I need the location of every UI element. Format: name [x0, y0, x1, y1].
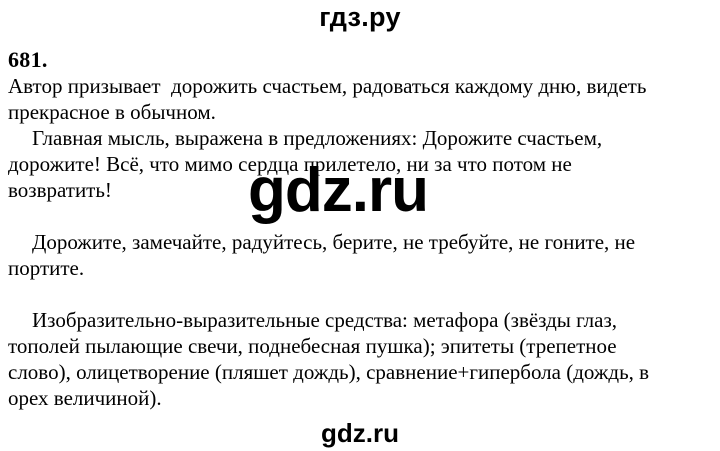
text-line: Автор призывает дорожить счастьем, радоваться каждому дню, видеть [8, 74, 647, 98]
text-line: портите. [8, 256, 85, 280]
text-line: прекрасное в обычном. [8, 100, 216, 124]
text-line: Изобразительно-выразительные средства: метафора (звёзды глаз, [32, 308, 618, 332]
site-logo-header: гдз.ру [319, 2, 401, 32]
text-line: Дорожите, замечайте, радуйтесь, берите, не требуйте, не гоните, не [32, 230, 636, 254]
gdz-watermark: gdz.ru [248, 156, 428, 225]
exercise-content [0, 47, 720, 411]
paragraph-verbs [8, 229, 702, 281]
text-line: дорожите! Всё, что мимо сердца прилетело, ни за что потом не [8, 152, 572, 176]
text-line: орех величиной). [8, 386, 162, 410]
paragraph-author-message [8, 73, 702, 125]
exercise-number: 681. [8, 47, 48, 72]
text-line: слово), олицетворение (пляшет дождь), сравнение+гипербола (дождь, в [8, 360, 650, 384]
text-line: возвратить! [8, 178, 112, 202]
text-line: тополей пылающие свечи, поднебесная пушка); эпитеты (трепетное [8, 334, 617, 358]
footer-logo: gdz.ru [321, 418, 399, 448]
text-line: Главная мысль, выражена в предложениях: Дорожите счастьем, [32, 126, 603, 150]
paragraph-expressive-means [8, 307, 702, 411]
